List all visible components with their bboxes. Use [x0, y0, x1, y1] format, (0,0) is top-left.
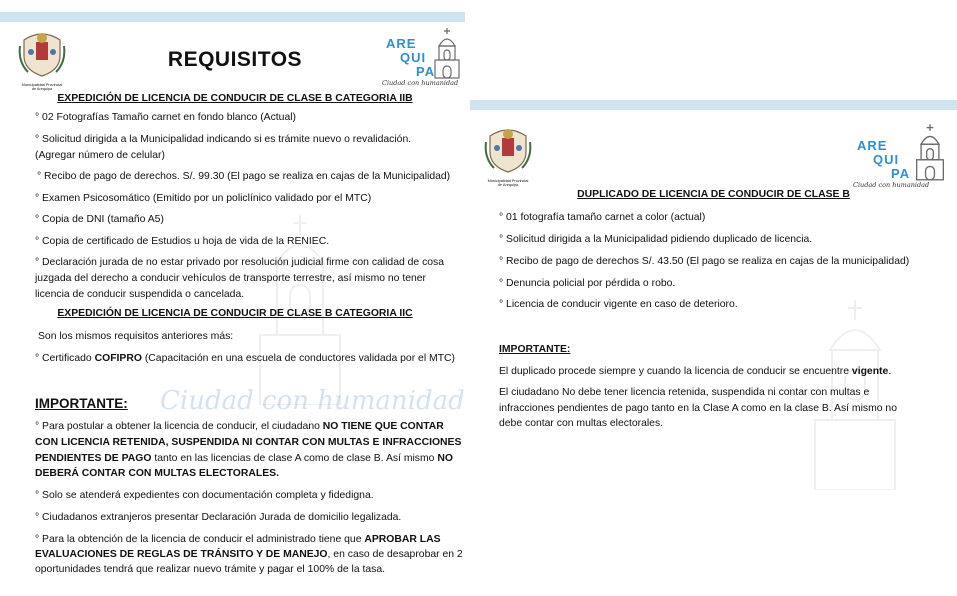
req-study-certificate: ° Copia de certificado de Estudios u hoja de vida de la RENIEC.	[35, 236, 330, 247]
logo-text-line1-right: ARE	[857, 138, 888, 153]
important-heading-right: IMPORTANTE:	[499, 344, 571, 355]
req-payment: ° Recibo de pago de derechos. S/. 99.30 (El pago se realiza en cajas de la Municipalidad)	[37, 171, 451, 182]
logo-text-line3-right: PA	[891, 166, 911, 181]
dup-req-police-report: ° Denuncia policial por pérdida o robo.	[499, 278, 676, 289]
duplicate-heading: DUPLICADO DE LICENCIA DE CONDUCIR DE CLASE B	[577, 189, 850, 200]
req-sworn-declaration-l1: ° Declaración jurada de no estar privado por resolución judicial firme con calidad de cosa	[35, 257, 445, 268]
important-point2: ° Solo se atenderá expedientes con documentación completa y fidedigna.	[35, 490, 374, 501]
logo-text-line1: ARE	[386, 36, 417, 51]
dup-req-photo: ° 01 fotografía tamaño carnet a color (actual)	[499, 212, 706, 223]
imp4-text: ° Para la obtención de la licencia de conducir el administrado tiene que	[35, 534, 365, 545]
imp1-bold-l2: CON LICENCIA RETENIDA, SUSPENDIDA NI CONTAR CON MULTAS E INFRACCIONES	[35, 437, 462, 448]
important-point1-l2	[35, 434, 461, 451]
imp1-bold-l4: DEBERÁ CONTAR CON MULTAS ELECTORALES.	[35, 468, 279, 479]
imp1-text-l3: tanto en las licencias de clase A como de clase B. Así mismo	[151, 453, 438, 464]
imp1-bold-l3c: NO	[437, 453, 453, 464]
right-document	[470, 100, 957, 596]
cathedral-tower-icon	[911, 122, 949, 182]
important-point3: ° Ciudadanos extranjeros presentar Declaración Jurada de domicilio legalizada.	[35, 512, 402, 523]
dup-important-line1	[499, 363, 891, 380]
req-application: ° Solicitud dirigida a la Municipalidad indicando si es trámite nuevo o revalidación.	[35, 134, 412, 145]
cofipro-bold: COFIPRO	[94, 353, 142, 364]
logo-tagline-right: Ciudad con humanidad	[853, 181, 930, 189]
logo-tagline: Ciudad con humanidad	[382, 79, 459, 87]
cofipro-post: (Capacitación en una escuela de conductores validada por el MTC)	[141, 353, 456, 364]
header-bar	[0, 12, 465, 22]
seal-caption-line1: Municipalidad Provincial	[21, 83, 63, 87]
left-document	[0, 0, 470, 596]
tagline-watermark: Ciudad con humanidad	[160, 386, 465, 416]
page-title: REQUISITOS	[167, 48, 303, 71]
dup-req-valid-license: ° Licencia de conducir vigente en caso de deterioro.	[499, 299, 738, 310]
req-photos: ° 02 Fotografías Tamaño carnet en fondo blanco (Actual)	[35, 112, 296, 123]
important-point4-l3: oportunidades tendrá que realizar nuevo trámite y pagar el 100% de la tasa.	[35, 564, 386, 575]
section-heading-iib: EXPEDICIÓN DE LICENCIA DE CONDUCIR DE CLASE B CATEGORIA IIB	[57, 93, 413, 104]
req-psychosomatic-exam: ° Examen Psicosomático (Emitido por un policlínico validado por el MTC)	[35, 193, 372, 204]
seal-caption-line2: de Arequipa	[31, 87, 53, 91]
logo-text-line3: PA	[416, 64, 436, 79]
dup-important-p2-l1: El ciudadano No debe tener licencia retenida, suspendida ni contar con multas e	[499, 387, 870, 398]
important-point1-l1	[35, 418, 444, 435]
section-heading-iic: EXPEDICIÓN DE LICENCIA DE CONDUCIR DE CLASE B CATEGORIA IIC	[57, 308, 413, 319]
logo-text-line2-right: QUI	[873, 152, 900, 167]
dup-imp-period: .	[888, 366, 892, 377]
imp4-text-l2: , en caso de desaprobar en 2	[327, 549, 463, 560]
imp1-text: ° Para postular a obtener la licencia de conducir, el ciudadano	[35, 421, 323, 432]
req-sworn-declaration-l3: licencia de conducir suspendida o cancelada.	[35, 289, 245, 300]
imp1-bold-l3a: PENDIENTES DE PAGO	[35, 453, 152, 464]
seal-caption-line2-right: de Arequipa	[497, 183, 519, 187]
dup-imp-text: El duplicado procede siempre y cuando la licencia de conducir se encuentre	[499, 366, 852, 377]
dup-req-payment: ° Recibo de pago de derechos S/. 43.50 (El pago se realiza en cajas de la municipalidad)	[499, 256, 910, 267]
req-application-note: (Agregar número de celular)	[35, 150, 165, 161]
req-sworn-declaration-l2: juzgada del derecho a conducir vehículos de transporte terrestre, así mismo no tener	[35, 273, 427, 284]
req-dni-copy: ° Copia de DNI (tamaño A5)	[35, 214, 164, 225]
municipal-seal-right	[482, 122, 534, 192]
seal-caption-line1-right: Municipalidad Provincial	[487, 179, 529, 183]
coat-of-arms-icon	[482, 122, 534, 174]
arequipa-logo-right	[853, 122, 953, 192]
logo-text-line2: QUI	[400, 50, 427, 65]
dup-req-application: ° Solicitud dirigida a la Municipalidad pidiendo duplicado de licencia.	[499, 234, 813, 245]
header-bar-right	[470, 100, 957, 110]
imp4-bold-l2: EVALUACIONES DE REGLAS DE TRÁNSITO Y DE MANEJO	[35, 549, 328, 560]
dup-important-p2-l2: infracciones pendientes de pago tanto en la Clase A como en la clase B. Así mismo no	[499, 403, 897, 414]
req-cofipro	[35, 350, 455, 367]
cofipro-pre: ° Certificado	[35, 353, 95, 364]
important-point1-l4	[35, 465, 279, 482]
imp4-bold: APROBAR LAS	[364, 534, 441, 545]
imp1-bold: NO TIENE QUE CONTAR	[322, 421, 444, 432]
dup-important-p2-l3: debe contar con multas electorales.	[499, 418, 664, 429]
important-heading-left: IMPORTANTE:	[35, 396, 128, 411]
section-iic-intro: Son los mismos requisitos anteriores más:	[38, 331, 234, 342]
dup-imp-bold: vigente	[851, 366, 889, 377]
